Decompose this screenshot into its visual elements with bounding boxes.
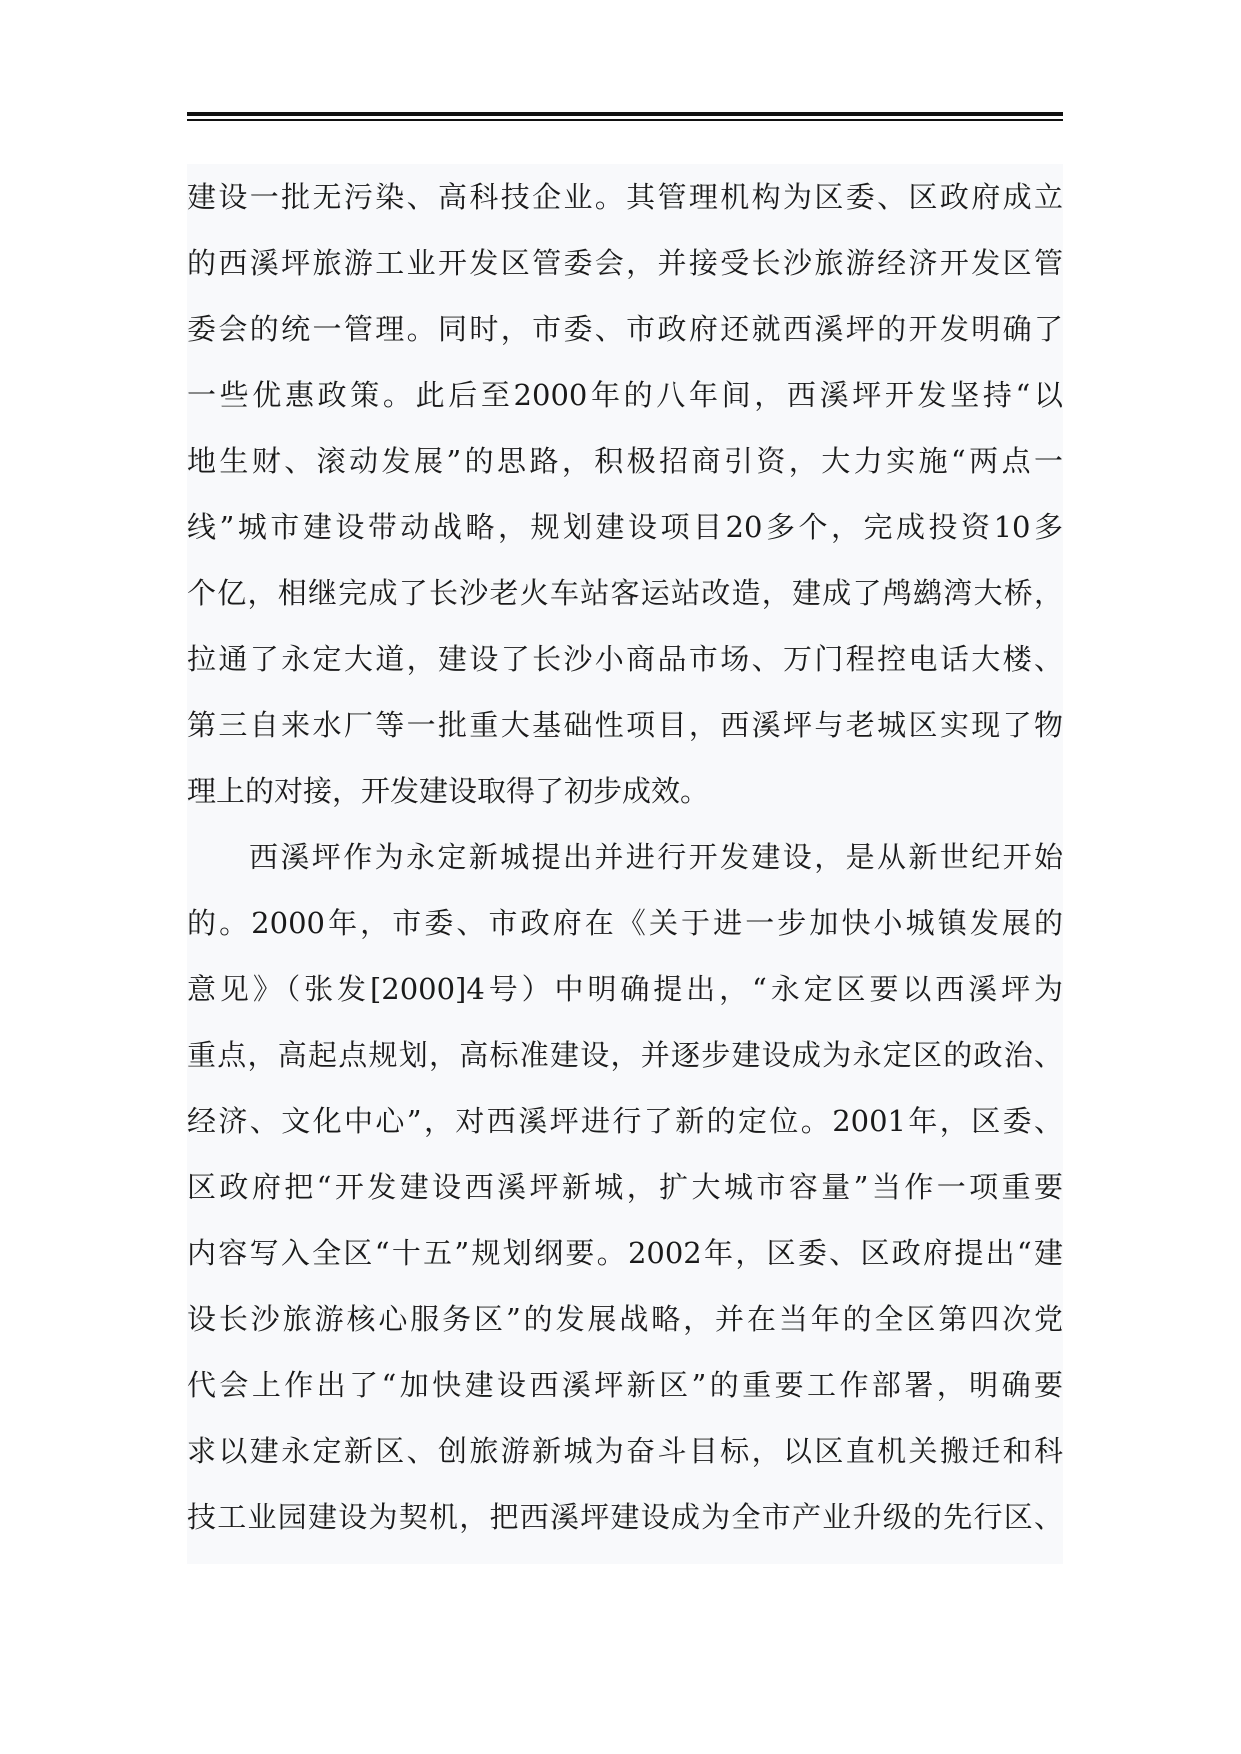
text-line-9: 第三自来水厂等一批重大基础性项目，西溪坪与老城区实现了物	[187, 708, 1063, 742]
text-line-1: 建设一批无污染、高科技企业。其管理机构为区委、区政府成立	[187, 180, 1063, 214]
text-line-4: 一些优惠政策。此后至2000年的八年间，西溪坪开发坚持“以	[187, 378, 1063, 412]
text-line-5: 地生财、滚动发展”的思路，积极招商引资，大力实施“两点一	[187, 444, 1063, 478]
text-line-16: 区政府把“开发建设西溪坪新城，扩大城市容量”当作一项重要	[187, 1170, 1063, 1204]
text-line-7: 个亿，相继完成了长沙老火车站客运站改造，建成了鸬鹚湾大桥，	[187, 576, 1063, 610]
text-line-20: 求以建永定新区、创旅游新城为奋斗目标，以区直机关搬迁和科	[187, 1434, 1063, 1468]
document-body	[187, 164, 1063, 1564]
text-line-3: 委会的统一管理。同时，市委、市政府还就西溪坪的开发明确了	[187, 312, 1063, 346]
text-line-8: 拉通了永定大道，建设了长沙小商品市场、万门程控电话大楼、	[187, 642, 1063, 676]
header-rule-thick	[187, 112, 1063, 116]
text-line-14: 重点，高起点规划，高标准建设，并逐步建设成为永定区的政治、	[187, 1038, 1063, 1072]
text-line-12: 的。2000年，市委、市政府在《关于进一步加快小城镇发展的	[187, 906, 1063, 940]
text-line-6: 线”城市建设带动战略，规划建设项目20多个，完成投资10多	[187, 510, 1063, 544]
text-line-13: 意见》（张发[2000]4号）中明确提出，“永定区要以西溪坪为	[187, 972, 1063, 1006]
text-line-2: 的西溪坪旅游工业开发区管委会，并接受长沙旅游经济开发区管	[187, 246, 1063, 280]
text-line-17: 内容写入全区“十五”规划纲要。2002年，区委、区政府提出“建	[187, 1236, 1063, 1270]
text-line-11: 西溪坪作为永定新城提出并进行开发建设，是从新世纪开始	[249, 840, 1063, 874]
text-line-15: 经济、文化中心”，对西溪坪进行了新的定位。2001年，区委、	[187, 1104, 1063, 1138]
text-line-19: 代会上作出了“加快建设西溪坪新区”的重要工作部署，明确要	[187, 1368, 1063, 1402]
text-line-18: 设长沙旅游核心服务区”的发展战略，并在当年的全区第四次党	[187, 1302, 1063, 1336]
header-rule-thin	[187, 119, 1063, 121]
text-line-10: 理上的对接，开发建设取得了初步成效。	[187, 774, 710, 808]
text-line-21: 技工业园建设为契机，把西溪坪建设成为全市产业升级的先行区、	[187, 1500, 1063, 1534]
